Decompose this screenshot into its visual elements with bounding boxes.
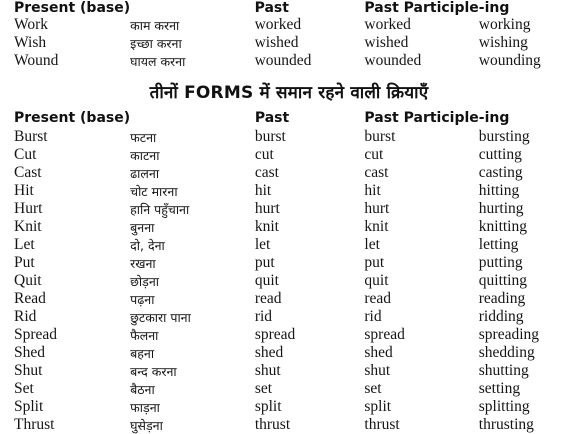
cell-hindi: बुनना: [130, 219, 155, 235]
header-ing: -ing: [478, 0, 510, 16]
cell-hindi: फैलना: [130, 327, 159, 343]
cell-past: read: [254, 290, 282, 307]
cell-past-participle: set: [364, 380, 382, 397]
table-row: [14, 380, 578, 398]
cell-hindi: फटना: [130, 129, 157, 145]
cell-hindi: घायल करना: [130, 53, 186, 69]
table-row: [14, 16, 578, 34]
table-row: [14, 34, 578, 52]
cell-past-participle: hit: [364, 182, 381, 199]
cell-hindi: ढालना: [130, 165, 160, 181]
table-header-row: [14, 0, 578, 16]
verb-table-top: [14, 0, 578, 70]
cell-ing: ridding: [478, 308, 524, 325]
cell-ing: letting: [478, 236, 519, 253]
cell-present: Hurt: [14, 200, 43, 217]
cell-ing: splitting: [478, 398, 530, 415]
cell-past-participle: spread: [364, 326, 405, 343]
header-present: Present (base): [14, 110, 131, 126]
cell-ing: hurting: [478, 200, 524, 217]
table-row: [14, 200, 578, 218]
cell-present: Rid: [14, 308, 37, 325]
cell-past-participle: shed: [364, 344, 393, 361]
table-row: [14, 52, 578, 70]
cell-ing: casting: [478, 164, 523, 181]
cell-ing: setting: [478, 380, 521, 397]
cell-past-participle: wished: [364, 34, 409, 51]
cell-ing: bursting: [478, 128, 530, 145]
cell-ing: hitting: [478, 182, 520, 199]
cell-present: Read: [14, 290, 46, 307]
cell-hindi: रखना: [130, 255, 156, 271]
cell-hindi: फाड़ना: [130, 399, 160, 415]
cell-past-participle: shut: [364, 362, 391, 379]
cell-present: Set: [14, 380, 34, 397]
cell-ing: reading: [478, 290, 526, 307]
header-hindi: [130, 0, 254, 16]
cell-past-participle: knit: [364, 218, 389, 235]
cell-hindi: इच्छा करना: [130, 35, 182, 51]
cell-ing: cutting: [478, 146, 522, 163]
table-row: [14, 290, 578, 308]
table-row: [14, 182, 578, 200]
table-row: [14, 416, 578, 434]
cell-past: knit: [254, 218, 279, 235]
cell-past: split: [254, 398, 282, 415]
cell-past: cut: [254, 146, 274, 163]
cell-present: Split: [14, 398, 44, 415]
cell-hindi: काटना: [130, 147, 160, 163]
cell-ing: putting: [478, 254, 523, 271]
table-row: [14, 146, 578, 164]
header-ing: -ing: [478, 110, 510, 126]
cell-past: hit: [254, 182, 272, 199]
cell-past-participle: read: [364, 290, 392, 307]
table-row: [14, 164, 578, 182]
cell-present: Shed: [14, 344, 45, 361]
table-row: [14, 272, 578, 290]
cell-hindi: छुटकारा पाना: [130, 309, 191, 325]
verb-table-same-forms: [14, 108, 578, 434]
cell-hindi: काम करना: [130, 17, 180, 33]
cell-present: Hit: [14, 182, 34, 199]
cell-ing: quitting: [478, 272, 527, 289]
cell-present: Wound: [14, 52, 59, 69]
cell-hindi: बहना: [130, 345, 155, 361]
header-past: Past: [254, 110, 290, 126]
section-heading: तीनों FORMS में समान रहने वाली क्रियाएँ: [149, 83, 429, 103]
cell-past: cast: [254, 164, 279, 181]
table-row: [14, 326, 578, 344]
cell-past-participle: cut: [364, 146, 384, 163]
cell-past: wished: [254, 34, 299, 51]
cell-past-participle: cast: [364, 164, 389, 181]
cell-hindi: बैठना: [130, 381, 155, 397]
header-past-participle: Past Participle: [364, 0, 479, 16]
header-past: Past: [254, 0, 289, 16]
table-row: [14, 344, 578, 362]
cell-past: let: [254, 236, 271, 253]
cell-hindi: दो, देना: [130, 237, 165, 253]
cell-hindi: बन्द करना: [130, 363, 177, 379]
cell-past-participle: quit: [364, 272, 389, 289]
cell-ing: thrusting: [478, 416, 534, 433]
cell-past-participle: split: [364, 398, 392, 415]
cell-past-participle: rid: [364, 308, 382, 325]
cell-ing: shutting: [478, 362, 529, 379]
cell-present: Wish: [14, 34, 47, 51]
cell-past: set: [254, 380, 273, 397]
cell-present: Knit: [14, 218, 42, 235]
cell-present: Burst: [14, 128, 48, 145]
cell-past: shut: [254, 362, 281, 379]
cell-past-participle: put: [364, 254, 385, 271]
cell-present: Quit: [14, 272, 42, 289]
cell-ing: knitting: [478, 218, 527, 235]
cell-present: Thrust: [14, 416, 55, 433]
cell-ing: spreading: [478, 326, 540, 343]
cell-hindi: घुसेड़ना: [130, 417, 163, 433]
table-header-row: [14, 108, 578, 128]
cell-past: hurt: [254, 200, 280, 217]
cell-past: thrust: [254, 416, 291, 433]
cell-past: wounded: [254, 52, 312, 69]
table-row: [14, 236, 578, 254]
cell-past: worked: [254, 16, 302, 33]
table-row: [14, 128, 578, 146]
cell-present: Cut: [14, 146, 37, 163]
header-present: Present (base): [14, 0, 131, 16]
cell-present: Spread: [14, 326, 58, 343]
cell-ing: shedding: [478, 344, 535, 361]
cell-past-participle: thrust: [364, 416, 400, 433]
cell-ing: working: [478, 16, 531, 33]
cell-present: Shut: [14, 362, 43, 379]
cell-past-participle: burst: [364, 128, 396, 145]
cell-past: shed: [254, 344, 284, 361]
cell-ing: wounding: [478, 52, 541, 69]
cell-past-participle: wounded: [364, 52, 422, 69]
cell-past: rid: [254, 308, 273, 325]
cell-past-participle: hurt: [364, 200, 390, 217]
table-row: [14, 218, 578, 236]
table-row: [14, 254, 578, 272]
cell-past-participle: worked: [364, 16, 411, 33]
table-row: [14, 308, 578, 326]
cell-past: spread: [254, 326, 296, 343]
table-row: [14, 398, 578, 416]
cell-hindi: हानि पहुँचाना: [130, 201, 190, 217]
cell-past: put: [254, 254, 275, 271]
header-hindi: [130, 108, 255, 128]
cell-past: quit: [254, 272, 279, 289]
cell-hindi: पढ़ना: [130, 291, 155, 307]
cell-hindi: छोड़ना: [130, 273, 159, 289]
cell-present: Put: [14, 254, 35, 271]
cell-ing: wishing: [478, 34, 528, 51]
cell-present: Work: [14, 16, 49, 33]
header-past-participle: Past Participle: [364, 110, 479, 126]
cell-present: Cast: [14, 164, 42, 181]
table-row: [14, 362, 578, 380]
cell-present: Let: [14, 236, 35, 253]
cell-hindi: चोट मारना: [130, 183, 178, 199]
cell-past: burst: [254, 128, 286, 145]
cell-past-participle: let: [364, 236, 380, 253]
